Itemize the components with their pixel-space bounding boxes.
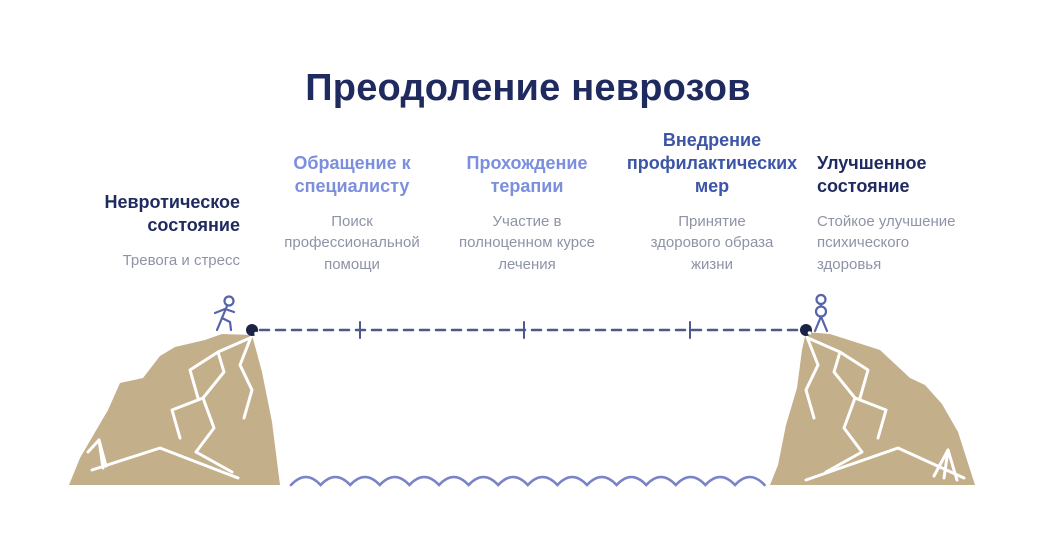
stage-column-improved-state bbox=[817, 152, 977, 275]
water-wave-line bbox=[291, 477, 765, 485]
stage-description: Поиск профессиональной помощи bbox=[284, 213, 420, 273]
stage-title: Невротическое состояние bbox=[104, 192, 240, 236]
stage-column-consult-specialist bbox=[277, 152, 427, 275]
stage-title: Внедрение профилактических мер bbox=[626, 130, 798, 197]
stage-title: Улучшенное состояние bbox=[817, 153, 927, 197]
standing-person-icon bbox=[815, 295, 827, 331]
cliffs-rope-illustration bbox=[0, 290, 1056, 540]
stage-description: Принятие здорового образа жизни bbox=[650, 213, 774, 273]
walking-person-icon bbox=[215, 297, 234, 331]
anchor-dot-left bbox=[246, 324, 258, 336]
stage-column-therapy bbox=[452, 152, 602, 275]
cliff-start-icon bbox=[69, 334, 280, 485]
stage-title: Прохождение терапии bbox=[466, 153, 588, 197]
cliff-end-icon bbox=[770, 332, 975, 485]
stage-description: Тревога и стресс bbox=[122, 252, 240, 270]
stage-description: Участие в полноценном курсе лечения bbox=[459, 213, 595, 273]
anchor-dot-right bbox=[800, 324, 812, 336]
stage-title: Обращение к специалисту bbox=[293, 153, 411, 197]
stage-description: Стойкое улучшение психического здоровья bbox=[817, 213, 956, 273]
dashed-tightrope-line bbox=[260, 322, 798, 338]
stage-column-preventive-measures bbox=[624, 129, 800, 275]
stage-column-neurotic-state bbox=[50, 191, 240, 271]
page-title: Преодоление неврозов bbox=[305, 67, 751, 110]
